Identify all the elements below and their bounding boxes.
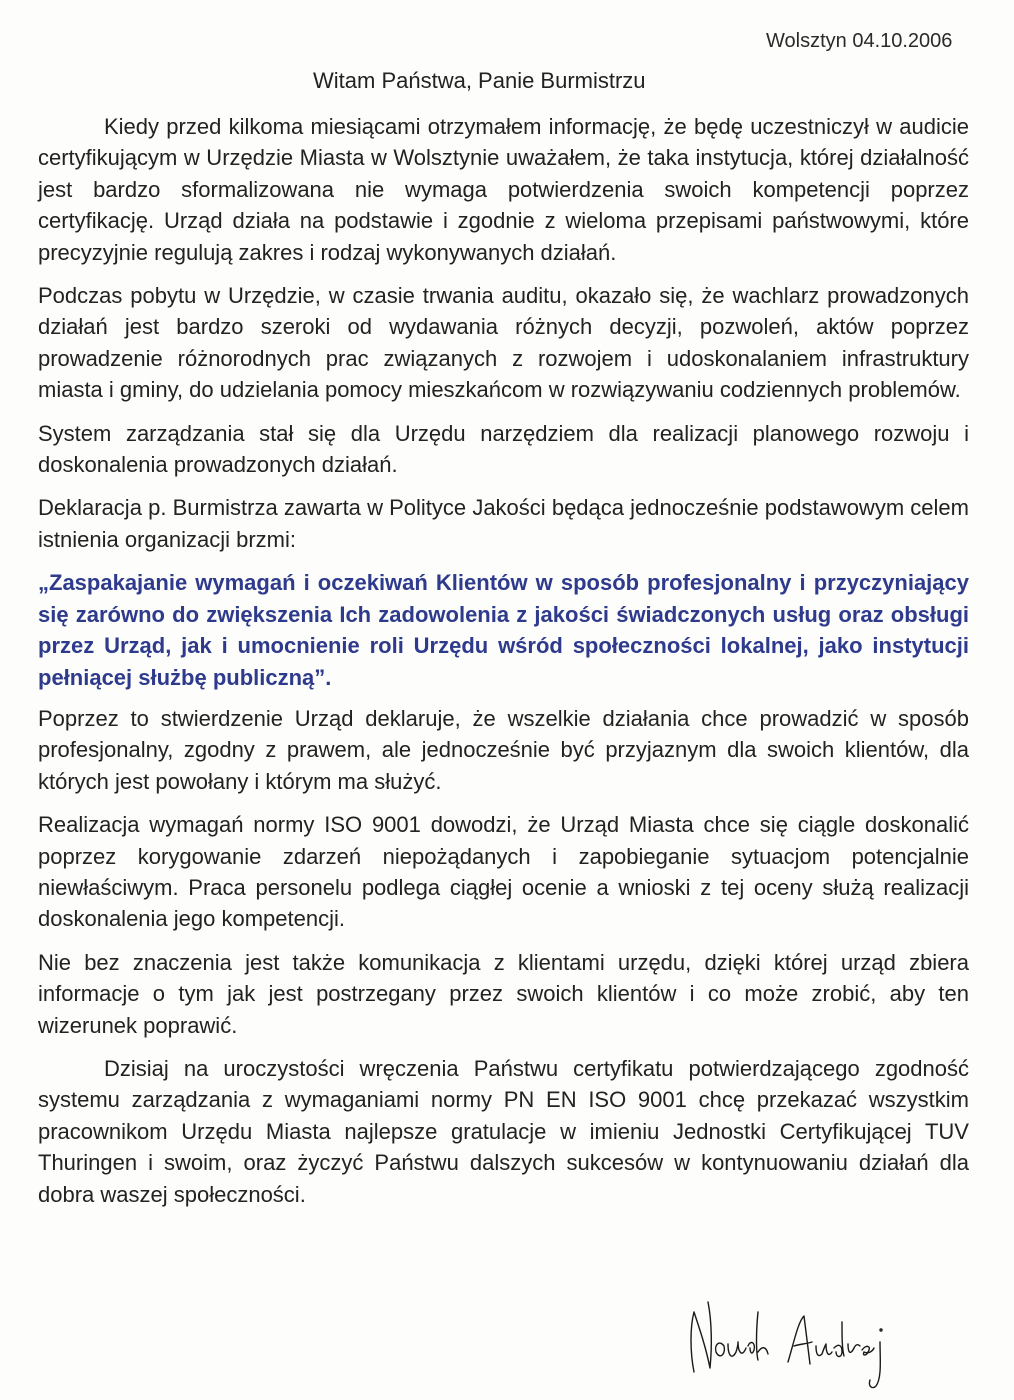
paragraph-iso-requirements: Realizacja wymagań normy ISO 9001 dowodzi, że Urząd Miasta chce się ciągle doskonalić poprzez korygowanie zdarzeń niepożądanych i zapobieganie sytuacjom potencjalnie niewłaściwym. Praca personelu podlega ciągłej ocenie a wnioski z tej oceny służą realizacji doskonalenia jego kompetencji. xyxy=(38,812,969,932)
quality-policy-quote: „Zaspakajanie wymagań i oczekiwań Klientów w sposób profesjonalny i przyczyniający się zarówno do zwiększenia Ich zadowolenia z jakości świadczonych usług oraz obsługi przez Urząd, jak i umocnienie roli Urzędu wśród społeczności lokalnej, jako instytucji pełniącej służbę publiczną”. xyxy=(38,570,969,690)
paragraph-congratulations: Dzisiaj na uroczystości wręczenia Państwu certyfikatu potwierdzającego zgodność systemu zarządzania z wymaganiami normy PN EN ISO 9001 chcę przekazać wszystkim pracownikom Urzędu Miasta najlepsze gratulacje w imieniu Jednostki Certyfikującej TUV Thuringen i swoim, oraz życzyć Państwu dalszych sukcesów w kontynuowaniu działań dla dobra waszej społeczności. xyxy=(38,1055,969,1207)
letter-greeting: Witam Państwa, Panie Burmistrzu xyxy=(313,68,646,93)
letter-body xyxy=(38,111,969,1222)
paragraph-audit-visit: Podczas pobytu w Urzędzie, w czasie trwania auditu, okazało się, że wachlarz prowadzonych działań jest bardzo szeroki od wydawania różnych decyzji, pozwoleń, aktów poprzez prowadzenie różnorodnych prac związanych z rozwojem i udoskonalaniem infrastruktury miasta i gminy, do udzielania pomocy mieszkańcom w rozwiązywaniu codziennych problemów. xyxy=(38,283,969,403)
handwritten-signature xyxy=(676,1282,906,1392)
letter-date: Wolsztyn 04.10.2006 xyxy=(766,30,953,52)
paragraph-communication: Nie bez znaczenia jest także komunikacja z klientami urzędu, dzięki której urząd zbiera informacje o tym jak jest postrzegany przez swoich klientów i co może zrobić, aby ten wizerunek poprawić. xyxy=(38,949,969,1038)
paragraph-statement: Poprzez to stwierdzenie Urząd deklaruje, że wszelkie działania chce prowadzić w sposób profesjonalny, zgodny z prawem, ale jednocześnie być przyjaznym dla swoich klientów, dla których jest powołany i którym ma służyć. xyxy=(38,705,969,794)
paragraph-declaration: Deklaracja p. Burmistrza zawarta w Polityce Jakości będąca jednocześnie podstawowym celem istnienia organizacji brzmi: xyxy=(38,495,969,552)
paragraph-management-system: System zarządzania stał się dla Urzędu narzędziem dla realizacji planowego rozwoju i doskonalenia prowadzonych działań. xyxy=(38,420,969,478)
paragraph-intro: Kiedy przed kilkoma miesiącami otrzymałem informację, że będę uczestniczył w audicie certyfikującym w Urzędzie Miasta w Wolsztynie uważałem, że taka instytucja, której działalność jest bardzo sformalizowana nie wymaga potwierdzenia swoich kompetencji poprzez certyfikację. Urząd działa na podstawie i zgodnie z wieloma przepisami państwowymi, które precyzyjnie regulują zakres i rodzaj wykonywanych działań. xyxy=(38,114,969,265)
